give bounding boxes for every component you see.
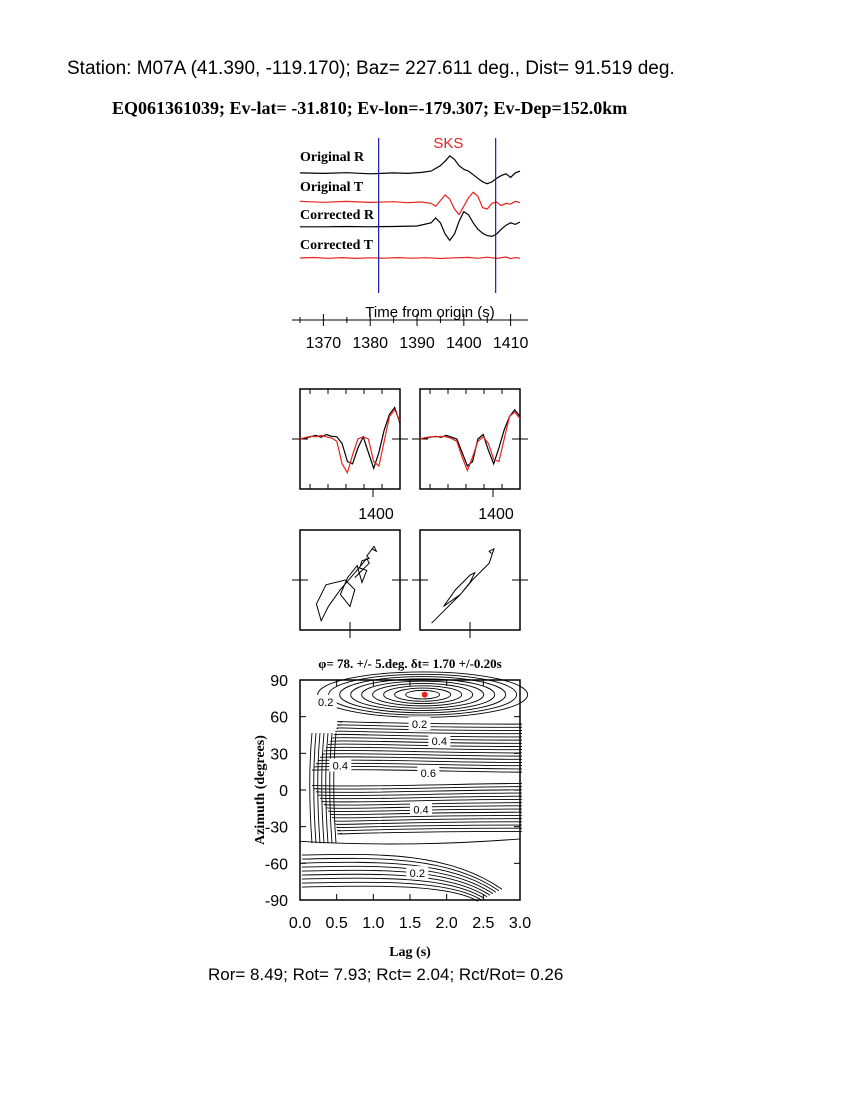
time-tick-label-3: 1390 xyxy=(399,335,435,352)
event-title: EQ061361039; Ev-lat= -31.810; Ev-lon=-179.307; Ev-Dep=152.0km xyxy=(112,98,628,118)
particle-motion-path-original xyxy=(316,546,376,620)
contour-line xyxy=(330,741,522,744)
contour-line xyxy=(324,750,522,753)
contour-label-5: 0.6 xyxy=(420,767,436,780)
waveform-tick-label-corrected: 1400 xyxy=(478,506,514,523)
contour-line xyxy=(322,754,522,757)
waveform-original-T xyxy=(300,410,400,473)
contour-line xyxy=(302,886,478,901)
ratio-summary: Ror= 8.49; Rot= 7.93; Rct= 2.04; Rct/Rot= 0.26 xyxy=(208,965,564,984)
contour-line xyxy=(314,787,522,790)
time-axis-label: Time from origin (s) xyxy=(365,304,495,321)
trace-label-2: Original T xyxy=(300,180,364,195)
time-tick-label-2: 1380 xyxy=(352,335,389,352)
lag-tick-label-6: 2.5 xyxy=(472,915,495,932)
contour-line xyxy=(334,734,522,737)
contour-line xyxy=(334,819,522,822)
lag-axis-label: Lag (s) xyxy=(389,945,431,960)
azimuth-tick-label-5: -30 xyxy=(264,819,288,837)
contour-line xyxy=(302,882,481,900)
contour-line xyxy=(326,733,328,843)
particle-motion-box-original xyxy=(300,530,400,630)
contour-line xyxy=(314,733,316,843)
lag-tick-label-5: 2.0 xyxy=(435,915,458,932)
contour-label-1: 0.2 xyxy=(318,697,334,709)
time-tick-label-5: 1410 xyxy=(492,335,529,352)
waveform-tick-label-original: 1400 xyxy=(358,506,394,523)
waveform-box-corrected xyxy=(420,389,520,489)
phase-label: SKS xyxy=(433,135,464,152)
contour-line xyxy=(326,747,522,750)
lag-tick-label-2: 0.5 xyxy=(325,915,348,932)
contour-label-7: 0.2 xyxy=(409,868,425,881)
contour-line xyxy=(320,796,522,799)
contour-label-2: 0.2 xyxy=(411,719,428,731)
azimuth-tick-label-4: 0 xyxy=(279,783,288,800)
azimuth-tick-label-7: -90 xyxy=(264,893,288,910)
waveform-corrected-T xyxy=(420,412,520,471)
contour-line xyxy=(322,733,324,843)
lag-tick-label-3: 1.0 xyxy=(362,915,385,932)
best-fit-marker xyxy=(422,692,428,698)
contour-line xyxy=(332,738,522,741)
azimuth-tick-label-3: 30 xyxy=(270,746,288,764)
contour-line xyxy=(310,733,312,843)
lag-tick-label-4: 1.5 xyxy=(398,915,422,932)
time-tick-label-1: 1370 xyxy=(305,335,342,352)
trace-label-1: Original R xyxy=(300,150,365,165)
particle-motion-path-corrected xyxy=(432,549,494,623)
lag-tick-label-7: 3.0 xyxy=(508,915,532,932)
contour-line xyxy=(334,733,336,843)
contour-line xyxy=(316,790,522,793)
azimuth-tick-label-6: -60 xyxy=(264,856,288,874)
contour-line xyxy=(330,733,332,843)
contour-line xyxy=(322,799,522,802)
contour-line xyxy=(318,793,522,796)
time-tick-label-4: 1400 xyxy=(446,335,482,352)
contour-line xyxy=(302,874,487,897)
azimuth-tick-label-2: 60 xyxy=(270,709,288,727)
contour-label-4: 0.4 xyxy=(332,760,348,773)
contour-line xyxy=(337,828,522,831)
station-title: Station: M07A (41.390, -119.170); Baz= 227.611 deg., Dist= 91.519 deg. xyxy=(67,58,675,79)
contour-line xyxy=(336,822,522,825)
seismogram-trace-4 xyxy=(300,257,520,259)
contour-line xyxy=(337,825,522,828)
contour-label-3: 0.4 xyxy=(431,736,447,749)
trace-label-3: Corrected R xyxy=(300,208,374,223)
trace-label-4: Corrected T xyxy=(300,238,373,253)
contour-line xyxy=(328,744,522,747)
contour-line xyxy=(302,878,484,898)
contour-line xyxy=(336,731,522,734)
contour-line xyxy=(312,783,522,786)
contour-line xyxy=(318,733,320,843)
lag-tick-label-1: 0.0 xyxy=(288,915,312,932)
contour-label-6: 0.4 xyxy=(413,804,429,817)
azimuth-tick-label-1: 90 xyxy=(270,673,288,690)
contour-line xyxy=(338,831,522,834)
azimuth-axis-label: Azimuth (degrees) xyxy=(253,735,268,845)
contour-line xyxy=(300,839,520,844)
particle-motion-box-corrected xyxy=(420,530,520,630)
contour-title: φ= 78. +/- 5.deg. δt= 1.70 +/-0.20s xyxy=(318,656,502,671)
